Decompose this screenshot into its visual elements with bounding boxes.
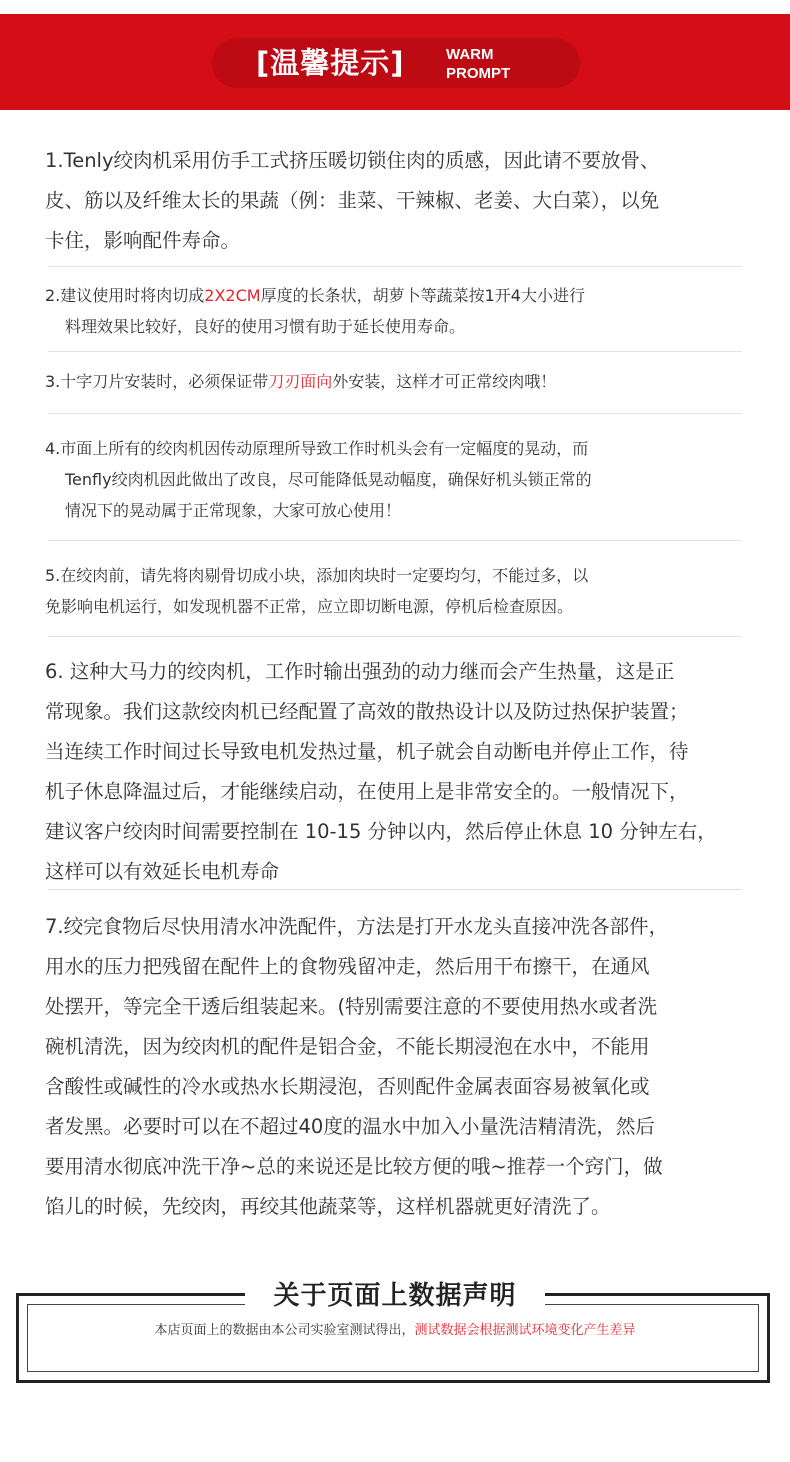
tip-1-line-2: 皮、筋以及纤维太长的果蔬（例：韭菜、干辣椒、老姜、大白菜），以免 [45, 189, 660, 212]
header-title-cn: [温馨提示] [256, 46, 405, 80]
tip-7-line-7: 要用清水彻底冲洗干净~总的来说还是比较方便的哦~推荐一个窍门，做 [45, 1155, 663, 1178]
tip-2-highlight: 2X2CM [204, 286, 261, 305]
tip-5-line-1: 5.在绞肉前，请先将肉剔骨切成小块，添加肉块时一定要均匀，不能过多，以 [45, 566, 589, 585]
divider [48, 540, 742, 541]
data-notice-text [0, 1321, 790, 1341]
tip-4-line-1: 4.市面上所有的绞肉机因传动原理所导致工作时机头会有一定幅度的晃动，而 [45, 439, 589, 458]
tip-item-2 [45, 280, 745, 342]
tip-1-line-3: 卡住，影响配件寿命。 [45, 229, 241, 252]
header-title-en-line1: WARM [446, 46, 494, 63]
divider [48, 889, 742, 890]
tip-1-line-1: 1.Tenly绞肉机采用仿手工式挤压暖切锁住肉的质感，因此请不要放骨、 [45, 149, 660, 172]
tip-2-text-b: 厚度的长条状，胡萝卜等蔬菜按1开4大小进行 [260, 286, 585, 305]
tip-item-3 [45, 366, 745, 397]
tip-4-line-3: 情况下的晃动属于正常现象，大家可放心使用！ [65, 501, 402, 520]
data-notice-highlight: 测试数据会根据测试环境变化产生差异 [414, 1323, 636, 1338]
tip-7-line-4: 碗机清洗，因为绞肉机的配件是铝合金，不能长期浸泡在水中，不能用 [45, 1035, 650, 1058]
tip-7-line-1: 7.绞完食物后尽快用清水冲洗配件，方法是打开水龙头直接冲洗各部件， [45, 915, 669, 938]
header-title-pill [212, 38, 580, 88]
tip-3-text-b: 外安装，这样才可正常绞肉哦！ [332, 372, 557, 391]
header-banner [0, 14, 790, 110]
tip-6-line-2: 常现象。我们这款绞肉机已经配置了高效的散热设计以及防过热保护装置； [45, 700, 689, 723]
tip-5-line-2: 免影响电机运行，如发现机器不正常，应立即切断电源，停机后检查原因。 [45, 597, 574, 616]
data-notice-text-a: 本店页面上的数据由本公司实验室测试得出， [154, 1323, 415, 1338]
header-title-en-line2: PROMPT [446, 65, 511, 82]
tip-2-text-a: 2.建议使用时将肉切成 [45, 286, 205, 305]
tip-7-line-8: 馅儿的时候，先绞肉，再绞其他蔬菜等，这样机器就更好清洗了。 [45, 1195, 611, 1218]
tip-item-5 [45, 560, 745, 622]
tip-2-line-1 [45, 280, 745, 311]
tip-3-highlight: 刀刃面向 [268, 372, 333, 391]
tip-3-text-a: 3.十字刀片安装时，必须保证带 [45, 372, 269, 391]
tip-7-line-6: 者发黑。必要时可以在不超过40度的温水中加入小量洗洁精清洗，然后 [45, 1115, 655, 1138]
data-notice-title: 关于页面上数据声明 [245, 1272, 545, 1320]
tip-item-6 [45, 652, 745, 892]
tip-7-line-3: 处摆开，等完全干透后组装起来。(特别需要注意的不要使用热水或者洗 [45, 995, 658, 1018]
tip-item-4 [45, 433, 745, 526]
tip-6-line-4: 机子休息降温过后，才能继续启动，在使用上是非常安全的。一般情况下， [45, 780, 689, 803]
divider [48, 413, 742, 414]
tip-4-line-2: Tenfly绞肉机因此做出了改良，尽可能降低晃动幅度，确保好机头锁正常的 [65, 470, 592, 489]
tip-6-line-1: 6. 这种大马力的绞肉机，工作时输出强劲的动力继而会产生热量，这是正 [45, 660, 675, 683]
tip-7-line-5: 含酸性或碱性的冷水或热水长期浸泡，否则配件金属表面容易被氧化或 [45, 1075, 650, 1098]
tip-6-line-3: 当连续工作时间过长导致电机发热过量，机子就会自动断电并停止工作，待 [45, 740, 689, 763]
tip-2-line-2: 料理效果比较好，良好的使用习惯有助于延长使用寿命。 [65, 317, 466, 336]
divider [48, 266, 742, 267]
tip-item-7 [45, 907, 745, 1227]
tip-7-line-2: 用水的压力把残留在配件上的食物残留冲走，然后用干布擦干，在通风 [45, 955, 650, 978]
divider [48, 351, 742, 352]
header-title-en [446, 45, 510, 83]
divider [48, 636, 742, 637]
tip-item-1 [45, 141, 745, 261]
tip-6-line-5: 建议客户绞肉时间需要控制在 10-15 分钟以内，然后停止休息 10 分钟左右， [45, 820, 717, 843]
tip-3-line-1 [45, 366, 745, 397]
tip-6-line-6: 这样可以有效延长电机寿命 [45, 860, 280, 883]
